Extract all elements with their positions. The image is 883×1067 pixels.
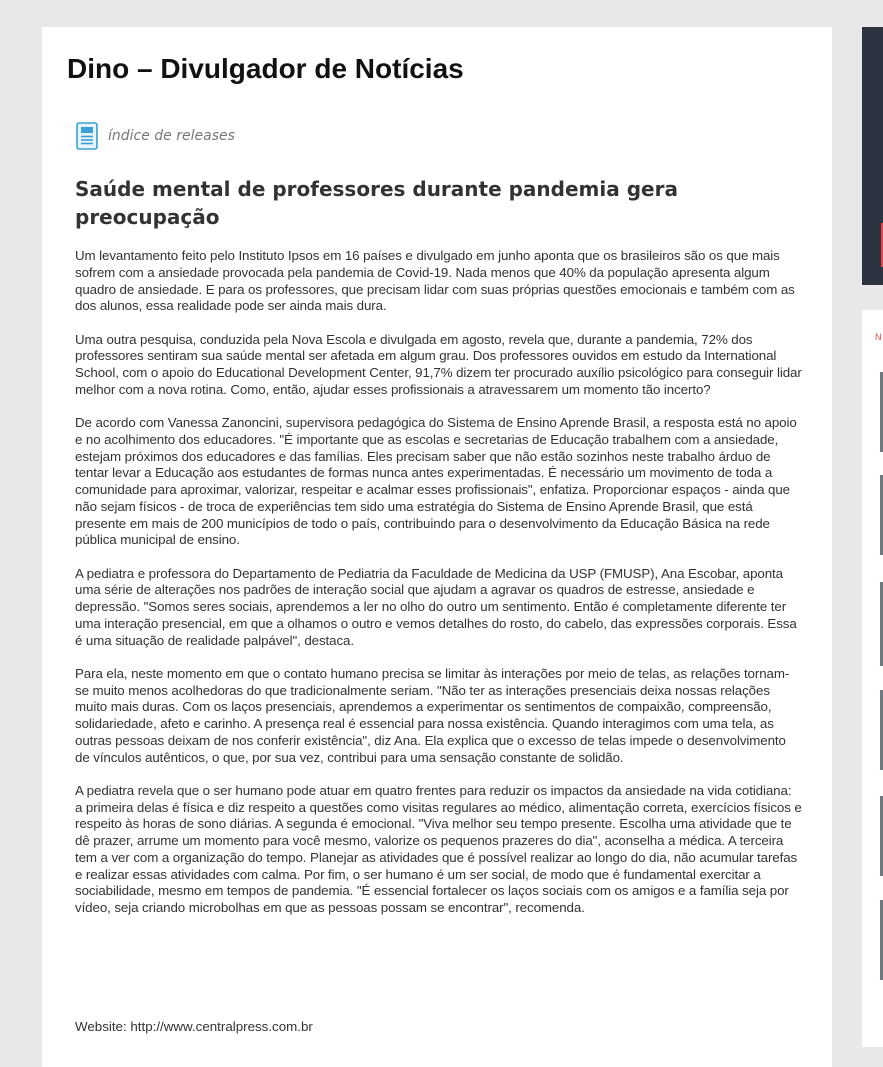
release-index-label: índice de releases (108, 128, 235, 144)
sidebar-panel-label: N (875, 332, 882, 342)
article-paragraph: A pediatra e professora do Departamento de Pediatria da Faculdade de Medicina da USP (FMUSP), Ana Escobar, aponta uma série de alterações nos padrões de interação social que ajudam a agravar os quadros de estresse, ansiedade e depressão. "Somos seres sociais, aprendemos a ler no olho do outro um sentimento. Então é completamente diferente ter uma interação presencial, em que a olhamos o outro e vemos detalhes do rosto, do cabelo, das expressões corporais. Essa é uma situação de realidade palpável", destaca. (75, 565, 797, 648)
article-paragraph: De acordo com Vanessa Zanoncini, supervisora pedagógica do Sistema de Ensino Aprende Brasil, a resposta está no apoio e no acolhimento dos educadores. "É importante que as escolas e secretarias de Educação trabalhem com a ansiedade, estejam próximos dos educadores e das famílias. Eles precisam saber que não estão sozinhos neste trabalho árduo de tentar levar a Educação aos estudantes de formas nunca antes experimentadas. É necessário um movimento de toda a comunidade para aproximar, valorizar, respeitar e acalmar esses profissionais", enfatiza. Proporcionar espaços - ainda que não sejam físicos - de troca de experiências tem sido uma estratégia do Sistema de Ensino Aprende Brasil, que está presente em mais de 200 municípios de todo o país, contribuindo para o desenvolvimento da Educação Básica na rede pública municipal de ensino. (75, 415, 797, 548)
article-title: Saúde mental de professores durante pandemia gera preocupação (75, 177, 678, 229)
article-paragraph: Para ela, neste momento em que o contato humano precisa se limitar às interações por meio de telas, as relações tornam-se muito menos acolhedoras do que tradicionalmente seriam. "Não ter as interações presenciais deixa nossas relações muito mais duras. Com os laços presenciais, aprendemos a experimentar os sentimentos de compaixão, compreensão, solidariedade, afeto e carinho. A presença real é essencial para nossa existência. Quando interagimos com uma tela, as outras pessoas deixam de nos conferir existência", diz Ana. Ela explica que o excesso de telas impede o desenvolvimento de vínculos autênticos, o que, por sua vez, contribui para uma sensação constante de solidão. (75, 665, 790, 765)
site-title: Dino – Divulgador de Notícias (67, 53, 464, 84)
main-content-card (42, 27, 832, 1067)
sidebar-news-panel (862, 310, 883, 1047)
website-line (75, 1019, 313, 1036)
document-icon (76, 122, 98, 150)
article-body (75, 248, 802, 933)
article-paragraph: Um levantamento feito pelo Instituto Ipsos em 16 países e divulgado em junho aponta que os brasileiros são os que mais sofrem com a ansiedade provocada pela pandemia de Covid-19. Nada menos que 40% da população apresenta algum quadro de ansiedade. E para os professores, que precisam lidar com suas próprias questões emocionais e também com as dos alunos, essa realidade pode ser ainda mais dura. (75, 248, 795, 314)
article-paragraph: Uma outra pesquisa, conduzida pela Nova Escola e divulgada em agosto, revela que, durante a pandemia, 72% dos professores sentiram sua saúde mental ser afetada em algum grau. Dos professores ouvidos em estudo da International School, com o apoio do Educational Development Center, 91,7% dizem ter procurado auxílio psicológico para conseguir lidar melhor com a nova rotina. Como, então, ajudar esses profissionais a atravessarem um momento tão incerto? (75, 331, 802, 397)
release-index-link[interactable] (76, 122, 235, 150)
article-paragraph: A pediatra revela que o ser humano pode atuar em quatro frentes para reduzir os impactos da ansiedade na vida cotidiana: a primeira delas é física e diz respeito a questões como visitas regulares ao médico, alimentação correta, exercícios físicos e respeito às horas de sono diárias. A segunda é emocional. "Viva melhor seu tempo presente. Escolha uma atividade que te dê prazer, arrume um momento para você mesmo, valorize os pequenos prazeres do dia", aconselha a médica. A terceira tem a ver com a organização do tempo. Planejar as atividades que é possível realizar ao longo do dia, não acumular tarefas e realizar essas atividades com calma. Por fim, o ser humano é um ser social, de modo que é fundamental exercitar a sociabilidade, mesmo em tempos de pandemia. "É essencial fortalecer os laços sociais com os amigos e a família seja por vídeo, seja criando microbolhas em que as pessoas possam se encontrar", recomenda. (75, 782, 802, 915)
website-label: Website: (75, 1019, 127, 1034)
website-link[interactable]: http://www.centralpress.com.br (130, 1019, 313, 1034)
sidebar-banner[interactable] (862, 27, 883, 285)
